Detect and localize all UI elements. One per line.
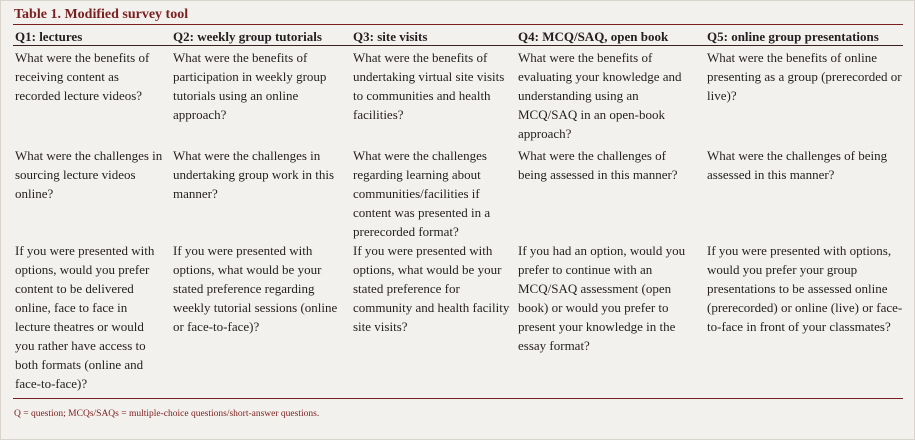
cell-q2-challenges: What were the challenges in undertaking group work in this manner? — [173, 148, 335, 201]
cell-q4-preferences: If you had an option, would you prefer to continue with an MCQ/SAQ assessment (open book) or would you prefer to present your knowledge in the essay format? — [518, 243, 686, 353]
table-footnote: Q = question; MCQs/SAQs = multiple-choice questions/short-answer questions. — [14, 409, 320, 419]
cell-q1-challenges: What were the challenges in sourcing lecture videos online? — [15, 148, 163, 201]
header-rule — [13, 45, 903, 46]
cell-q3-challenges: What were the challenges regarding learning about communities/facilities if content was presented in a prerecorded format? — [353, 148, 491, 239]
cell-q3-benefits: What were the benefits of undertaking virtual site visits to communities and health facilities? — [353, 50, 505, 122]
header-q5: Q5: online group presentations — [707, 29, 879, 44]
top-rule — [13, 24, 903, 25]
cell-q2-benefits: What were the benefits of participation in weekly group tutorials using an online approach? — [173, 50, 327, 122]
header-q4: Q4: MCQ/SAQ, open book — [518, 29, 669, 44]
cell-q3-preferences: If you were presented with options, what would be your stated preference for community and health facility site visits? — [353, 243, 510, 334]
cell-q1-benefits: What were the benefits of receiving content as recorded lecture videos? — [15, 50, 150, 103]
cell-q2-preferences: If you were presented with options, what would be your stated preference regarding weekly tutorial sessions (online or face-to-face)? — [173, 243, 338, 334]
cell-q5-preferences: If you were presented with options, would you prefer your group presentations to be assessed online (prerecorded) or online (live) or face-to-face in front of your classmates? — [707, 243, 903, 334]
header-q2: Q2: weekly group tutorials — [173, 29, 322, 44]
cell-q4-challenges: What were the challenges of being assessed in this manner? — [518, 148, 678, 182]
header-q1: Q1: lectures — [15, 29, 83, 44]
bottom-rule — [13, 398, 903, 399]
table-title: Table 1. Modified survey tool — [14, 7, 189, 22]
cell-q5-benefits: What were the benefits of online presenting as a group (prerecorded or live)? — [707, 50, 902, 103]
cell-q1-preferences: If you were presented with options, would you prefer content to be delivered online, face to face in lecture theatres or would you rather have access to both formats (online and face-to-face)? — [15, 243, 155, 391]
cell-q5-challenges: What were the challenges of being assessed in this manner? — [707, 148, 888, 182]
header-q3: Q3: site visits — [353, 29, 428, 44]
cell-q4-benefits: What were the benefits of evaluating your knowledge and understanding using an MCQ/SAQ in an open-book approach? — [518, 50, 682, 141]
